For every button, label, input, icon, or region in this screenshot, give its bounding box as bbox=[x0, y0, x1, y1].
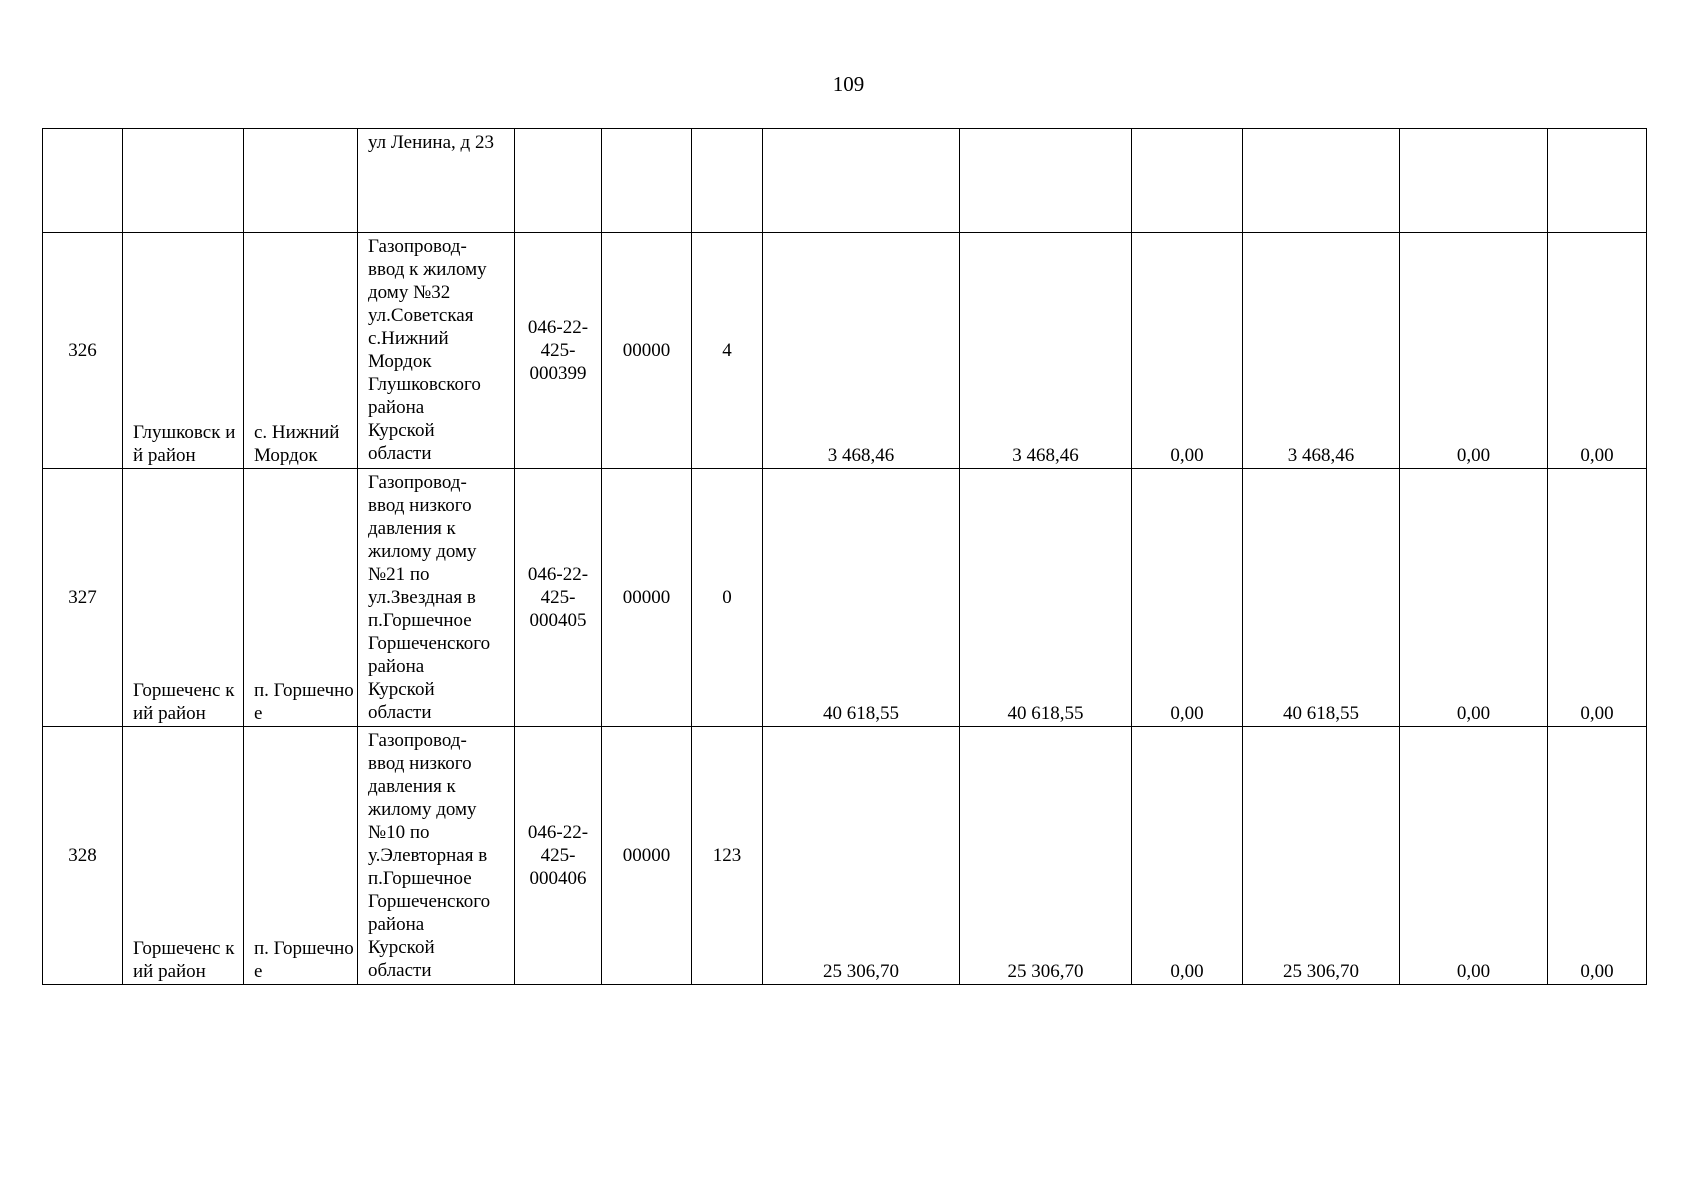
code-cell: 00000 bbox=[602, 469, 692, 727]
sum-cell: 0,00 bbox=[1132, 727, 1243, 985]
settlement-cell: с. Нижний Мордок bbox=[244, 233, 358, 469]
object-name-cell: Газопровод- ввод низкого давления к жилому дому №21 по ул.Звездная в п.Горшечное Горшеченского района Курской области bbox=[358, 469, 515, 727]
district-cell: Горшеченс кий район bbox=[123, 469, 244, 727]
table-row bbox=[43, 469, 1647, 727]
sum-cell: 25 306,70 bbox=[960, 727, 1132, 985]
sum-cell: 0,00 bbox=[1132, 469, 1243, 727]
cadastral-number-cell: 046-22- 425- 000399 bbox=[515, 233, 602, 469]
code-cell: 00000 bbox=[602, 233, 692, 469]
settlement-cell: п. Горшечно е bbox=[244, 469, 358, 727]
row-number-cell bbox=[43, 129, 123, 233]
sum-cell: 0,00 bbox=[1548, 233, 1647, 469]
sum-cell: 0,00 bbox=[1548, 469, 1647, 727]
cadastral-number-cell: 046-22- 425- 000405 bbox=[515, 469, 602, 727]
value-cell: 4 bbox=[692, 233, 763, 469]
sum-cell: 25 306,70 bbox=[1243, 727, 1400, 985]
district-cell: Глушковск ий район bbox=[123, 233, 244, 469]
value-cell bbox=[692, 129, 763, 233]
code-cell: 00000 bbox=[602, 727, 692, 985]
sum-cell bbox=[960, 129, 1132, 233]
sum-cell: 0,00 bbox=[1132, 233, 1243, 469]
object-name-cell: Газопровод- ввод к жилому дому №32 ул.Советская с.Нижний Мордок Глушковского района Курской области bbox=[358, 233, 515, 469]
code-cell bbox=[602, 129, 692, 233]
sum-cell: 40 618,55 bbox=[763, 469, 960, 727]
sum-cell bbox=[1400, 129, 1548, 233]
district-cell bbox=[123, 129, 244, 233]
sum-cell: 0,00 bbox=[1400, 233, 1548, 469]
sum-cell: 3 468,46 bbox=[763, 233, 960, 469]
sum-cell: 25 306,70 bbox=[763, 727, 960, 985]
table-row bbox=[43, 727, 1647, 985]
row-number-cell: 327 bbox=[43, 469, 123, 727]
district-cell: Горшеченс кий район bbox=[123, 727, 244, 985]
table-row bbox=[43, 129, 1647, 233]
sum-cell: 0,00 bbox=[1400, 469, 1548, 727]
sum-cell: 3 468,46 bbox=[960, 233, 1132, 469]
sum-cell: 0,00 bbox=[1548, 727, 1647, 985]
sum-cell bbox=[1548, 129, 1647, 233]
object-name-cell: Газопровод- ввод низкого давления к жилому дому №10 по у.Элевторная в п.Горшечное Горшеченского района Курской области bbox=[358, 727, 515, 985]
sum-cell: 40 618,55 bbox=[960, 469, 1132, 727]
settlement-cell: п. Горшечно е bbox=[244, 727, 358, 985]
sum-cell bbox=[1243, 129, 1400, 233]
sum-cell: 3 468,46 bbox=[1243, 233, 1400, 469]
table-row bbox=[43, 233, 1647, 469]
page-number: 109 bbox=[832, 72, 865, 96]
row-number-cell: 326 bbox=[43, 233, 123, 469]
cadastral-number-cell: 046-22- 425- 000406 bbox=[515, 727, 602, 985]
row-number-cell: 328 bbox=[43, 727, 123, 985]
settlement-cell bbox=[244, 129, 358, 233]
registry-table bbox=[42, 128, 1647, 985]
sum-cell: 40 618,55 bbox=[1243, 469, 1400, 727]
object-name-cell: ул Ленина, д 23 bbox=[358, 129, 515, 233]
sum-cell: 0,00 bbox=[1400, 727, 1548, 985]
sum-cell bbox=[763, 129, 960, 233]
value-cell: 0 bbox=[692, 469, 763, 727]
value-cell: 123 bbox=[692, 727, 763, 985]
cadastral-number-cell bbox=[515, 129, 602, 233]
sum-cell bbox=[1132, 129, 1243, 233]
